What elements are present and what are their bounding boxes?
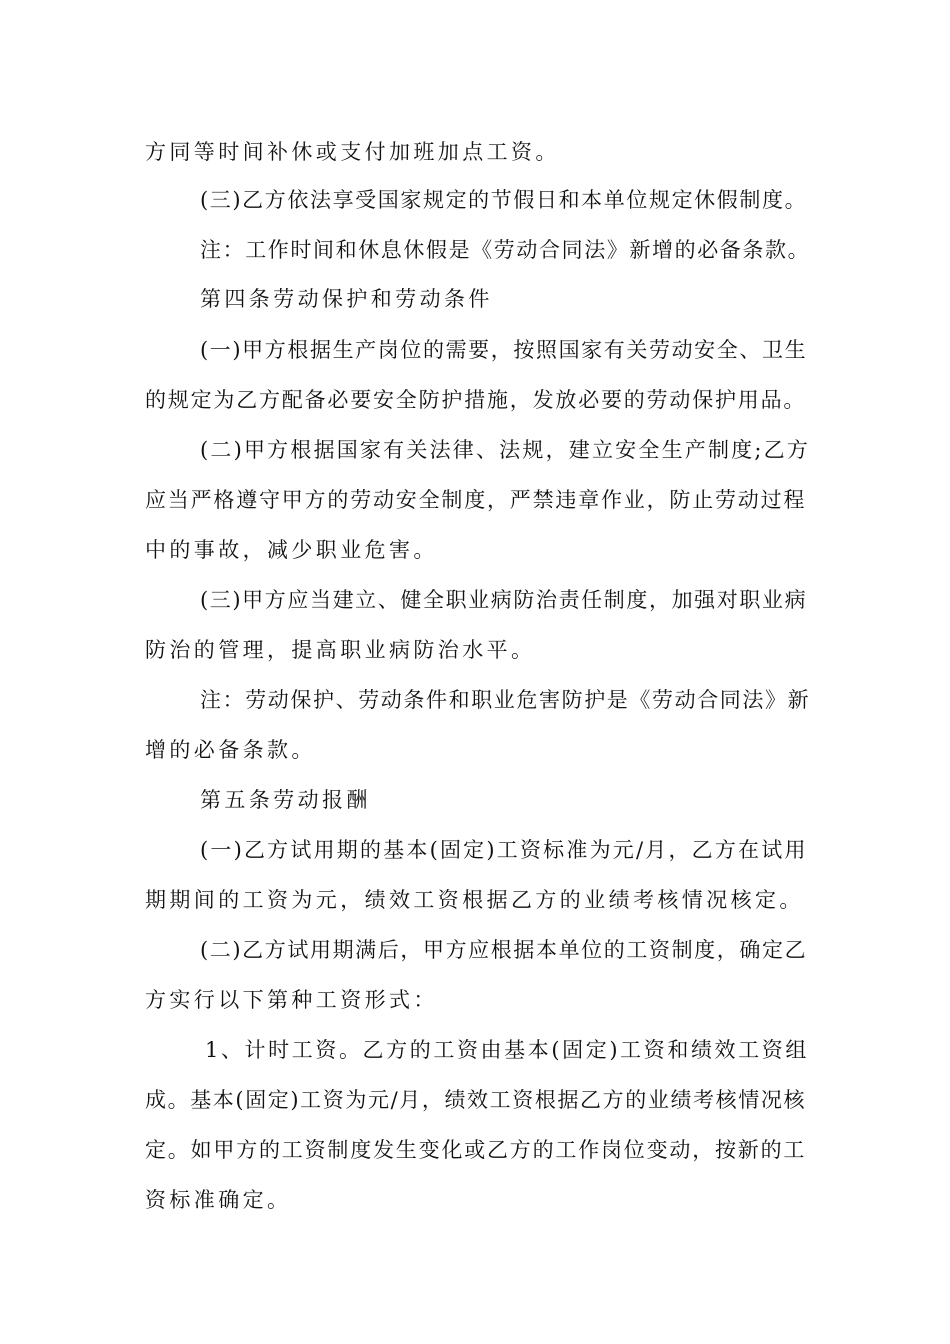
- text-line-20: 成。基本(固定)工资为元/月，绩效工资根据乙方的业绩考核情况核: [145, 1088, 807, 1112]
- text-line-13: 增的必备条款。: [145, 738, 316, 762]
- section-heading-5: 第五条劳动报酬: [200, 788, 371, 812]
- text-line-5: (一)甲方根据生产岗位的需要，按照国家有关劳动安全、卫生: [200, 338, 808, 362]
- text-line-7: (二)甲方根据国家有关法律、法规，建立安全生产制度;乙方: [200, 438, 811, 462]
- text-line-10: (三)甲方应当建立、健全职业病防治责任制度，加强对职业病: [200, 588, 808, 612]
- text-line-9: 中的事故，减少职业危害。: [145, 538, 438, 562]
- note-line-1: 注：工作时间和休息休假是《劳动合同法》新增的必备条款。: [200, 238, 811, 262]
- note-line-2: 注：劳动保护、劳动条件和职业危害防护是《劳动合同法》新: [200, 688, 811, 712]
- text-line-8: 应当严格遵守甲方的劳动安全制度，严禁违章作业，防止劳动过程: [145, 488, 807, 512]
- text-line-15: (一)乙方试用期的基本(固定)工资标准为元/月，乙方在试用: [200, 838, 808, 862]
- text-line-21: 定。如甲方的工资制度发生变化或乙方的工作岗位变动，按新的工: [145, 1138, 807, 1162]
- text-line-22: 资标准确定。: [145, 1188, 292, 1212]
- text-line-11: 防治的管理，提高职业病防治水平。: [145, 638, 536, 662]
- text-line-16: 期期间的工资为元，绩效工资根据乙方的业绩考核情况核定。: [145, 888, 804, 912]
- text-line-19: 1、计时工资。乙方的工资由基本(固定)工资和绩效工资组: [205, 1038, 809, 1062]
- section-heading-4: 第四条劳动保护和劳动条件: [200, 287, 493, 311]
- text-line-17: (二)乙方试用期满后，甲方应根据本单位的工资制度，确定乙: [200, 938, 808, 962]
- text-line-6: 的规定为乙方配备必要安全防护措施，发放必要的劳动保护用品。: [145, 388, 807, 412]
- text-line-18: 方实行以下第种工资形式：: [145, 988, 438, 1012]
- text-line-1: 方同等时间补休或支付加班加点工资。: [145, 140, 560, 164]
- text-line-2: (三)乙方依法享受国家规定的节假日和本单位规定休假制度。: [200, 188, 808, 212]
